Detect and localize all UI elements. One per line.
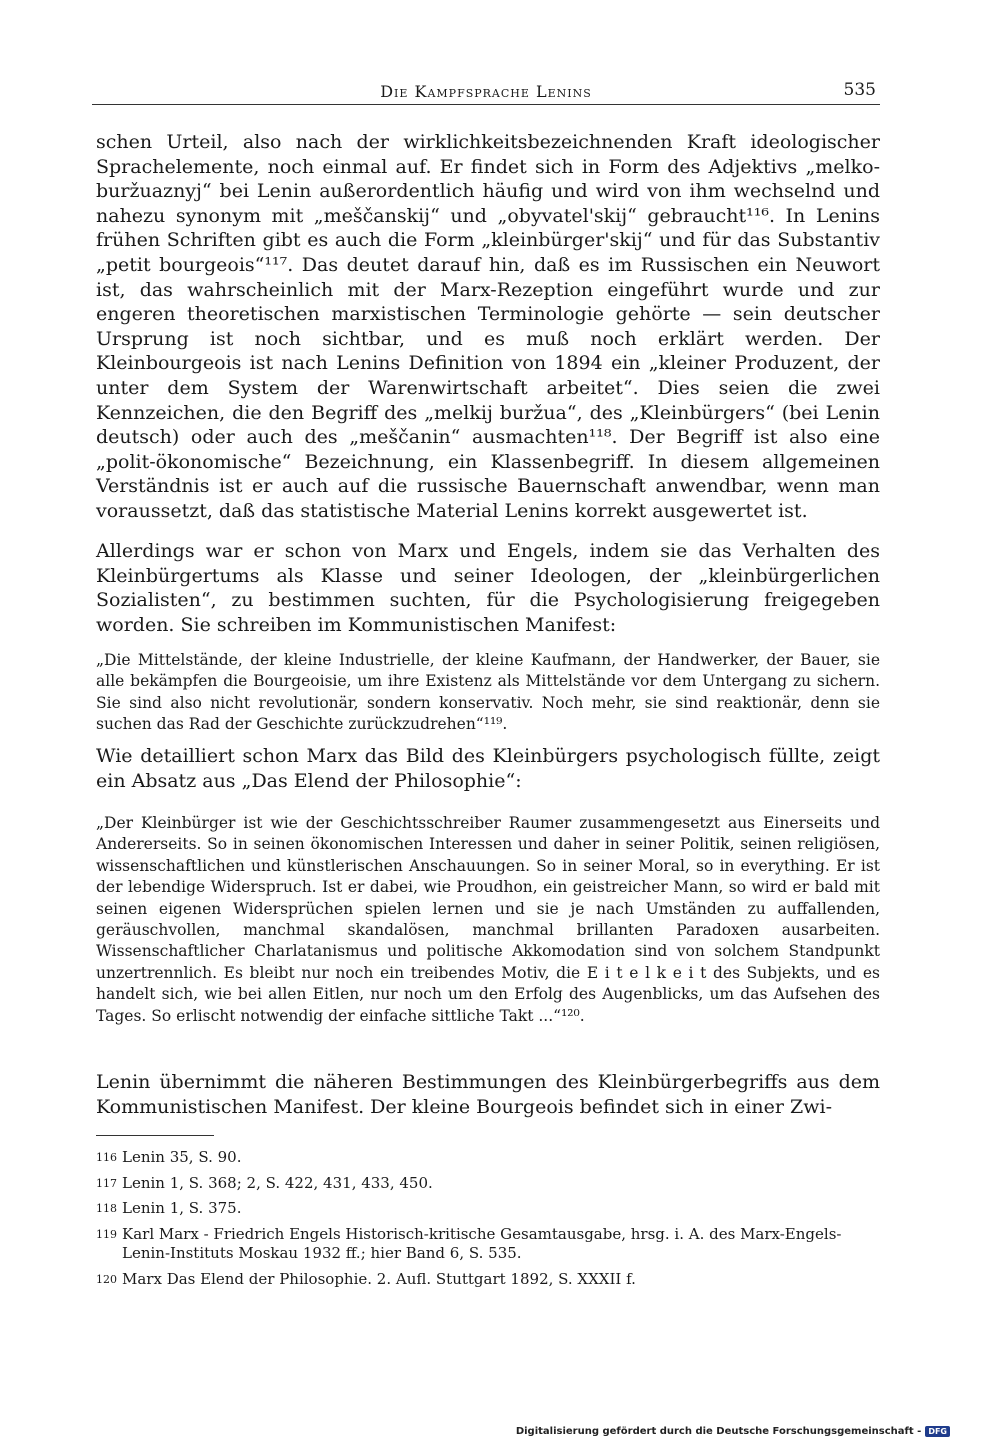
footnote-118: 118 Lenin 1, S. 375.	[96, 1199, 242, 1217]
dfg-logo: DFG	[925, 1426, 950, 1437]
paragraph-1: schen Urteil, also nach der wirklichkeitsbezeichnenden Kraft ideologischer Sprachelemente, noch einmal auf. Er findet sich in Form des Adjektivs „melko-buržuaznyj“ bei Lenin außerordentlich häufig und wird von ihm wechselnd und nahezu synonym mit „meščanskij“ und „obyvatel'skij“ gebraucht¹¹⁶. In Lenins frühen Schriften gibt es auch die Form „kleinbürger'skij“ und für das Substantiv „petit bourgeois“¹¹⁷. Das deutet darauf hin, daß es im Russischen ein Neuwort ist, das wahrscheinlich mit der Marx-Rezeption eingeführt wurde und zur engeren theoretischen marxistischen Terminologie gehörte — sein deutscher Ursprung ist noch sichtbar, und es muß noch erklärt werden. Der Kleinbourgeois ist nach Lenins Definition von 1894 ein „kleiner Produzent, der unter dem System der Warenwirtschaft arbeitet“. Dies seien die zwei Kennzeichen, die den Begriff des „melkij buržua“, des „Kleinbürgers“ (bei Lenin deutsch) oder auch des „meščanin“ ausmachten¹¹⁸. Der Begriff ist also eine „polit-ökonomische“ Bezeichnung, ein Klassenbegriff. In diesem allgemeinen Verständnis ist er auch auf die russische Bauernschaft anwendbar, wenn man voraussetzt, daß das statistische Material Lenins korrekt ausgewertet ist.	[96, 131, 880, 522]
paragraph-2: Allerdings war er schon von Marx und Engels, indem sie das Verhalten des Kleinbürgertums als Klasse und seiner Ideologen, der „kleinbürgerlichen Sozialisten“, zu bestimmen suchten, für die Psychologisierung freigegeben worden. Sie schreiben im Kommunistischen Manifest:	[96, 540, 880, 636]
running-title: Die Kampfsprache Lenins	[380, 82, 592, 101]
running-header	[92, 80, 880, 105]
block-quote-2: „Der Kleinbürger ist wie der Geschichtsschreiber Raumer zusammengesetzt aus Einerseits und Andererseits. So in seinen ökonomischen Interessen und daher in seiner Politik, seinen religiösen, wissenschaftlichen und künstlerischen Anschauungen. So in seiner Moral, so in everything. Er ist der lebendige Widerspruch. Ist er dabei, wie Proudhon, ein geistreicher Mann, so wird er bald mit seinen eigenen Widersprüchen spielen lernen und sie je nach Umständen zu auffallenden, geräuschvollen, manchmal skandalösen, manchmal brillanten Paradoxen ausarbeiten. Wissenschaftlicher Charlatanismus und politische Akkomodation sind von solchem Standpunkt unzertrennlich. Es bleibt nur noch ein treibendes Motiv, die E i t e l k e i t des Subjekts, und es handelt sich, wie bei allen Eitlen, nur noch um den Erfolg des Augenblicks, um das Aufsehen des Tages. So erlischt notwendig der einfache sittliche Takt ...“¹²⁰.	[96, 814, 880, 1025]
footnote-120: 120 Marx Das Elend der Philosophie. 2. Aufl. Stuttgart 1892, S. XXXII f.	[96, 1269, 636, 1288]
footnote-116: 116 Lenin 35, S. 90.	[96, 1148, 242, 1166]
block-quote-1: „Die Mittelstände, der kleine Industrielle, der kleine Kaufmann, der Handwerker, der Bauer, sie alle bekämpfen die Bourgeoisie, um ihre Existenz als Mittelstände vor dem Untergang zu sichern. Sie sind also nicht revolutionär, sondern konservativ. Noch mehr, sie sind reaktionär, denn sie suchen das Rad der Geschichte zurückzudrehen“¹¹⁹.	[96, 651, 880, 734]
paragraph-4: Lenin übernimmt die näheren Bestimmungen des Kleinbürgerbegriffs aus dem Kommunistischen Manifest. Der kleine Bourgeois befindet sich in einer Zwi-	[96, 1071, 880, 1118]
footnote-119: 119 Karl Marx - Friedrich Engels Historisch-kritische Gesamtausgabe, hrsg. i. A. des Marx-Engels-Lenin-Instituts Moskau 1932 ff.; hier Band 6, S. 535.	[96, 1224, 842, 1262]
footnotes	[96, 1148, 880, 1295]
credit-text: Digitalisierung gefördert durch die Deutsche Forschungsgemeinschaft -	[515, 1426, 922, 1437]
paragraph-3: Wie detailliert schon Marx das Bild des Kleinbürgers psychologisch füllte, zeigt ein Absatz aus „Das Elend der Philosophie“:	[96, 745, 880, 792]
footnote-separator	[96, 1135, 214, 1136]
page-number: 535	[843, 80, 876, 100]
footnote-117: 117 Lenin 1, S. 368; 2, S. 422, 431, 433, 450.	[96, 1173, 433, 1192]
digitization-credit	[516, 1426, 950, 1437]
